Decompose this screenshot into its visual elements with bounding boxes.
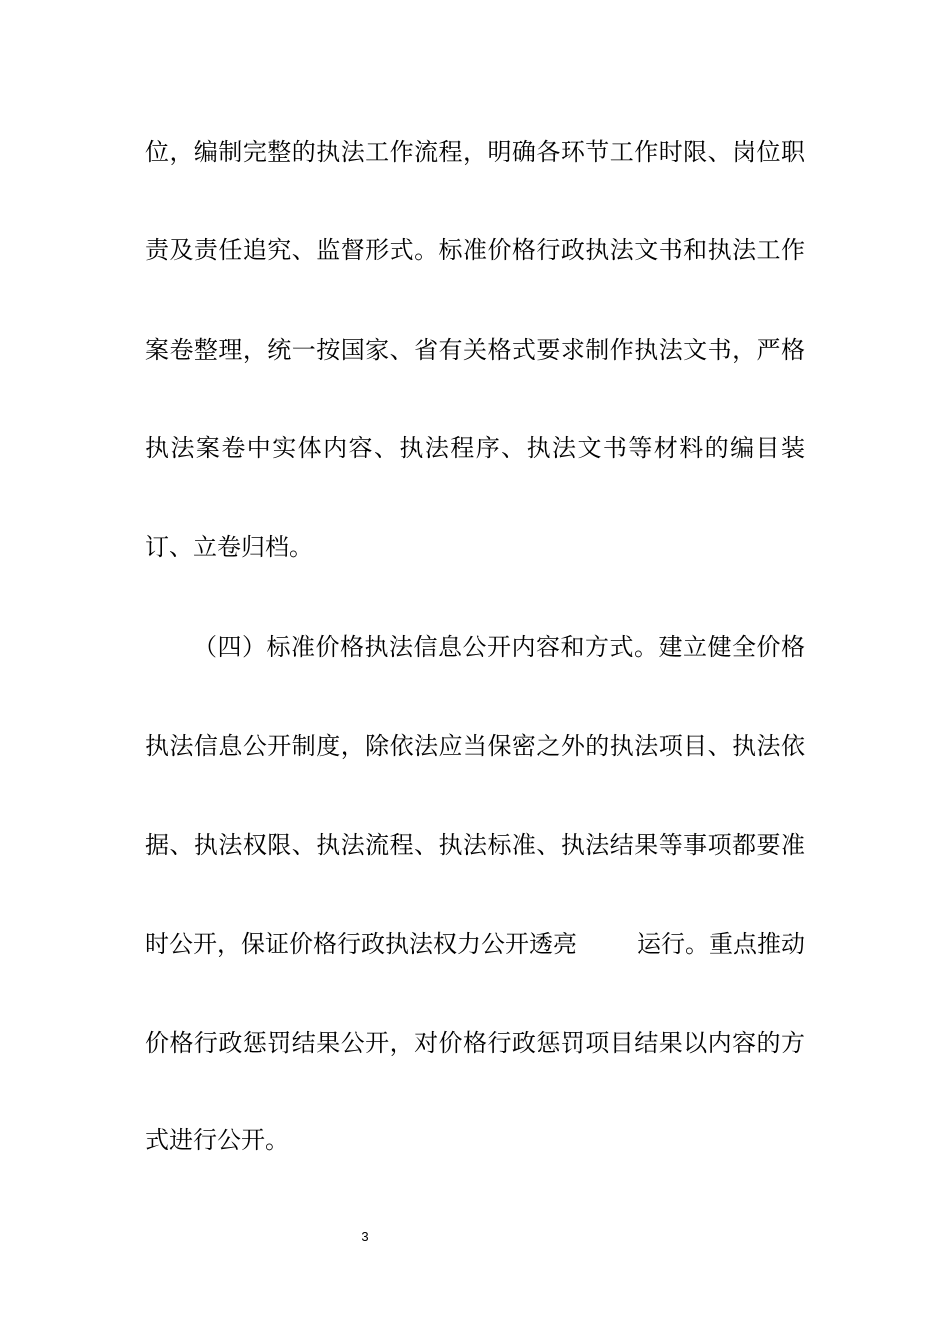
- page-number: 3: [361, 1229, 369, 1244]
- section-four-line-4-part-2: 运行。重点推动: [637, 930, 805, 958]
- section-four-line-4: [145, 924, 805, 964]
- paragraph-line-3: 案卷整理，统一按国家、省有关格式要求制作执法文书，严格: [145, 336, 805, 364]
- section-four-line-3: 据、执法权限、执法流程、执法标准、执法结果等事项都要准: [145, 831, 805, 859]
- paragraph-line-2: 责及责任追究、监督形式。标准价格行政执法文书和执法工作: [145, 236, 805, 264]
- section-four-line-4-part-1: 时公开，保证价格行政执法权力公开透亮: [145, 930, 577, 958]
- section-four-line-5: 价格行政惩罚结果公开，对价格行政惩罚项目结果以内容的方: [145, 1029, 805, 1057]
- section-four-line-6: 式进行公开。: [145, 1126, 289, 1154]
- section-four-line-1: （四）标准价格执法信息公开内容和方式。建立健全价格: [193, 633, 805, 661]
- paragraph-line-1: 位，编制完整的执法工作流程，明确各环节工作时限、岗位职: [145, 138, 805, 166]
- paragraph-line-4: 执法案卷中实体内容、执法程序、执法文书等材料的编目装: [145, 434, 805, 462]
- section-four-line-2: 执法信息公开制度，除依法应当保密之外的执法项目、执法依: [145, 732, 805, 760]
- paragraph-line-5: 订、立卷归档。: [145, 533, 313, 561]
